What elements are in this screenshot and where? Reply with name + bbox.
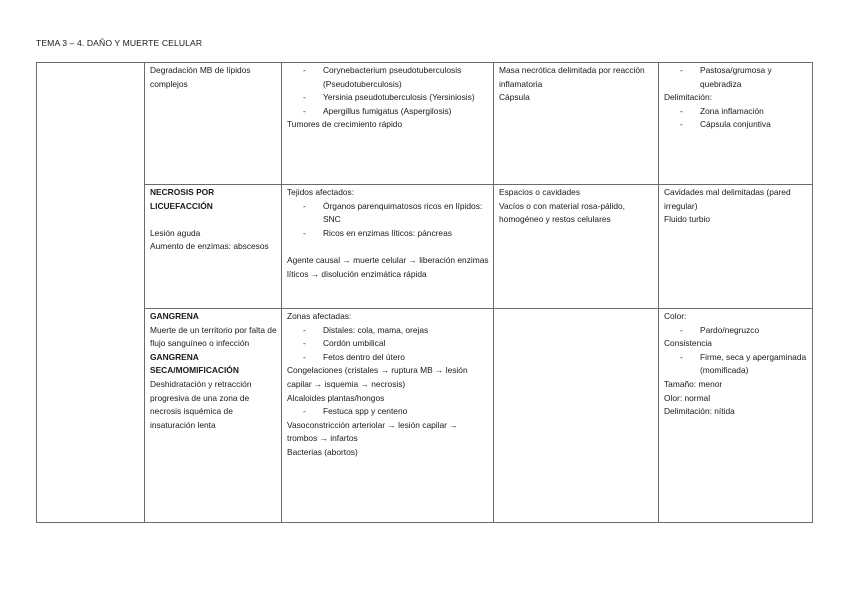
- list-item: - Firme, seca y apergaminada (momificada): [664, 351, 808, 378]
- macro-text: Cavidades mal delimitadas (pared irregular): [664, 187, 791, 211]
- table-row: [37, 309, 813, 523]
- cause-text: Tumores de crecimiento rápido: [287, 119, 403, 130]
- causes-list: [287, 324, 489, 365]
- causes-list: [287, 64, 489, 118]
- section-title: NECROSIS POR LICUEFACCIÓN: [150, 187, 215, 211]
- macro-cell: [659, 185, 813, 309]
- micro-cell: [494, 63, 659, 185]
- causes-list: [287, 200, 489, 241]
- cause-label: Tejidos afectados:: [287, 187, 355, 197]
- macro-list: [664, 105, 808, 132]
- lesion-text: Degradación MB de lípidos complejos: [150, 65, 251, 89]
- list-item: - Ricos en enzimas líticos: páncreas: [287, 227, 489, 241]
- list-item: - Corynebacterium pseudotuberculosis (Pseudotuberculosis): [287, 64, 489, 91]
- list-item: - Pardo/negruzco: [664, 324, 808, 338]
- macro-text: Olor: normal: [664, 392, 711, 403]
- list-item: - Distales: cola, mama, orejas: [287, 324, 489, 338]
- lesion-cell: [145, 63, 282, 185]
- list-item: - Fetos dentro del útero: [287, 351, 489, 365]
- micro-text: Espacios o cavidades: [499, 187, 581, 197]
- macro-cell: [659, 309, 813, 523]
- table-row: [37, 63, 813, 185]
- section-title: GANGRENA SECA/MOMIFICACIÓN: [150, 351, 239, 376]
- list-item: - Zona inflamación: [664, 105, 808, 119]
- causes-cell: [282, 63, 494, 185]
- cause-text: Bacterias (abortos): [287, 446, 358, 457]
- cause-text: Vasoconstricción arteriolar → lesión capilar → trombos → infartos: [287, 419, 458, 444]
- macro-text: Delimitación: nítida: [664, 406, 735, 417]
- lesion-text: Deshidratación y retracción progresiva de una zona de necrosis isquémica de insaturación lenta: [150, 378, 252, 430]
- list-item: - Apergillus fumigatus (Aspergilosis): [287, 105, 489, 119]
- list-item: - Pastosa/grumosa y quebradiza: [664, 64, 808, 91]
- causes-cell: [282, 185, 494, 309]
- lesion-text: Aumento de enzimas: abscesos: [150, 241, 269, 252]
- lesion-text: Lesión aguda: [150, 227, 201, 238]
- list-item: - Yersinia pseudotuberculosis (Yersiniosis): [287, 91, 489, 105]
- list-item: - Órganos parenquimatosos ricos en lípidos: SNC: [287, 200, 489, 227]
- micro-text: Vacíos o con material rosa-pálido, homogéneo y restos celulares: [499, 200, 625, 225]
- causes-cell: [282, 309, 494, 523]
- section-title: GANGRENA: [150, 311, 199, 321]
- macro-list: [664, 351, 808, 378]
- list-item: - Cordón umbilical: [287, 337, 489, 351]
- empty-cell: [37, 63, 145, 523]
- micro-cell: [494, 309, 659, 523]
- causes-list: [287, 405, 489, 419]
- cause-text: Congelaciones (cristales → ruptura MB → lesión capilar → isquemia → necrosis): [287, 365, 468, 389]
- macro-list: [664, 64, 808, 91]
- macro-label: Delimitación:: [664, 92, 712, 103]
- macro-cell: [659, 63, 813, 185]
- cause-label: Zonas afectadas:: [287, 311, 352, 321]
- lesion-cell: [145, 309, 282, 523]
- lesion-cell: [145, 185, 282, 309]
- macro-text: Tamaño: menor: [664, 378, 723, 389]
- list-item: - Cápsula conjuntiva: [664, 118, 808, 132]
- page-header: TEMA 3 – 4. DAÑO Y MUERTE CELULAR: [36, 38, 203, 48]
- lesion-text: Muerte de un territorio por falta de flujo sanguíneo o infección: [150, 324, 277, 349]
- cause-text: Agente causal → muerte celular → liberación enzimas líticos → disolución enzimática rápida: [287, 254, 489, 279]
- macro-label: Consistencia: [664, 338, 712, 349]
- micro-text: Masa necrótica delimitada por reacción inflamatoria: [499, 65, 645, 89]
- macro-text: Fluido turbio: [664, 214, 711, 225]
- table-row: [37, 185, 813, 309]
- macro-list: [664, 324, 808, 338]
- cause-text: Alcaloides plantas/hongos: [287, 392, 385, 403]
- necrosis-table: [36, 62, 813, 523]
- micro-text: Cápsula: [499, 92, 530, 103]
- macro-label: Color:: [664, 311, 687, 321]
- micro-cell: [494, 185, 659, 309]
- list-item: - Festuca spp y centeno: [287, 405, 489, 419]
